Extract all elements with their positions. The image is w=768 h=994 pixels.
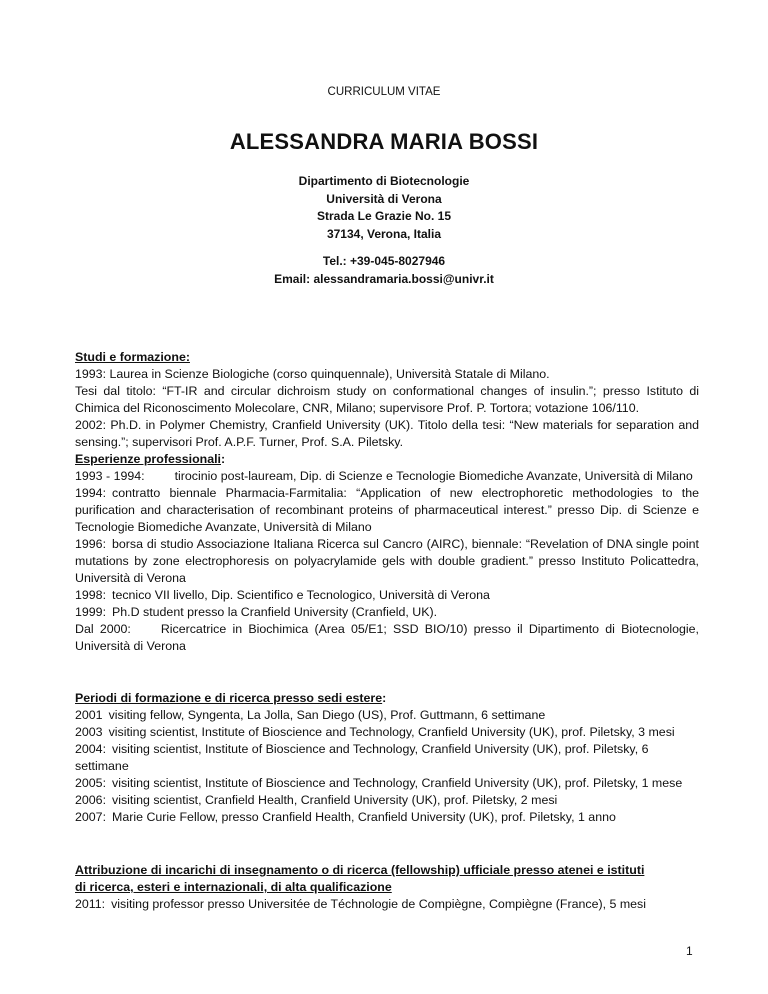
entry-year: 1998: [75,588,107,602]
entry-text: visiting professor presso Universitée de Téchnologie de Compiègne, Compiègne (France), 5 mesi [111,897,646,911]
telephone: Tel.: +39-045-8027946 [322,254,446,268]
esperienza-entry [75,604,699,621]
entry-year: 1999: [75,605,107,619]
entry-year: 1994: [75,486,107,500]
esperienza-entry [75,536,699,587]
section-attribuzione [75,862,699,913]
studi-entry: 1993: Laurea in Scienze Biologiche (corso quinquennale), Università Statale di Milano. [75,367,550,381]
address-line: Università di Verona [326,191,442,206]
periodo-entry [75,724,699,741]
address-line: Strada Le Grazie No. 15 [316,209,452,223]
entry-year: 2005: [75,776,107,790]
section-heading-studi: Studi e formazione: [75,350,190,364]
entry-year: 2006: [75,793,107,807]
entry-year: 2001 [75,708,103,722]
page-number: 1 [686,944,693,958]
entry-text: tecnico VII livello, Dip. Scientifico e Tecnologico, Università di Verona [112,588,490,602]
section-esperienze: Esperienze professionali: 1993 - 1994: tirocinio post-lauream, Dip. di Scienze e Tecnologie Biomediche Avanzate, Università di Milano 1994: contratto biennale Pharmacia-Farmitalia: “Application of new electrophoretic methodologies to the purification and characterisation of recombinant proteins of pharmaceutical interest.” presso Dip. di Scienze e Tecnologie Biomediche Avanzate, Università di Milano 1996: borsa di studio Associazione Italiana Ricerca sul Cancro (AIRC), biennale: “Revelation of DNA single point mutations by zone electrophoresis on polyacrylamide gels with double gradient.” presso Instituto Policattedra, Università di Verona 1998: tecnico VII livello, Dip. Scientifico e Tecnologico, Università di Verona 1999: Ph.D student presso la Cranfield University (Cranfield, UK). Dal 2000: Ricercatrice in Biochimica (Area 05/E1; SSD BIO/10) presso il Dipartimento di Biotecnologie, Università di Verona [75,452,699,653]
entry-year: 2004: [75,742,107,756]
entry-text: visiting scientist, Institute of Bioscience and Technology, Cranfield University (UK), prof. Piletsky, 3 mesi [108,725,675,739]
section-heading-esperienze: Esperienze professionali [75,452,221,466]
address-block [0,173,768,243]
section-periodi: Periodi di formazione e di ricerca presso sedi estere: 2001 visiting fellow, Syngenta, La Jolla, San Diego (US), Prof. Guttmann, 6 settimane 2003 visiting scientist, Institute of Bioscience and Technology, Cranfield University (UK), prof. Piletsky, 3 mesi 2004: visiting scientist, Institute of Bioscience and Technology, Cranfield University (UK), prof. Piletsky, 6 settimane 2005: visiting scientist, Institute of Bioscience and Technology, Cranfield University (UK), prof. Piletsky, 1 mese 2006: visiting scientist, Cranfield Health, Cranfield University (UK), prof. Piletsky, 2 mesi 2007: Marie Curie Fellow, presso Cranfield Health, Cranfield University (UK), prof. Piletsky, 1 anno [75,690,699,826]
entry-text: visiting scientist, Institute of Bioscience and Technology, Cranfield University (UK), prof. Piletsky, 6 settimane [75,742,649,773]
section-heading-attribuzione: Attribuzione di incarichi di insegnamento o di ricerca (fellowship) ufficiale presso atenei e istituti [75,863,645,877]
person-name: ALESSANDRA MARIA BOSSI [229,129,539,154]
address-line: Dipartimento di Biotecnologie [298,174,470,188]
entry-year: Dal 2000: [75,622,131,636]
periodo-entry [75,775,699,792]
entry-text: visiting scientist, Cranfield Health, Cranfield University (UK), prof. Piletsky, 2 mesi [112,793,558,807]
entry-year: 1996: [75,537,107,551]
section-studi [75,349,699,451]
entry-text: Ph.D student presso la Cranfield University (Cranfield, UK). [112,605,438,619]
periodo-entry [75,707,699,724]
esperienza-entry [75,485,699,536]
entry-text: borsa di studio Associazione Italiana Ricerca sul Cancro (AIRC), biennale: “Revelation of DNA single point mutations by zone electrophoresis on polyacrylamide gels with double gradient.” presso Instituto Policattedra, Università di Verona [75,537,699,585]
entry-text: visiting scientist, Institute of Bioscience and Technology, Cranfield University (UK), prof. Piletsky, 1 mese [112,776,683,790]
entry-text: Ricercatrice in Biochimica (Area 05/E1; SSD BIO/10) presso il Dipartimento di Biotecnologie, Università di Verona [75,622,699,653]
entry-text: contratto biennale Pharmacia-Farmitalia: “Application of new electrophoretic methodologies to the purification and characterisation of recombinant proteins of pharmaceutical interest.” presso Dip. di Scienze e Tecnologie Biomediche Avanzate, Università di Milano [75,486,699,534]
studi-entry: Tesi dal titolo: “FT-IR and circular dichroism study on conformational changes of insulin.”; presso Istituto di Chimica del Riconoscimento Molecolare, CNR, Milano; supervisore Prof. P. Tortora; votazione 106/110. [75,384,699,415]
entry-text: tirocinio post-lauream, Dip. di Scienze e Tecnologie Biomediche Avanzate, Università di Milano [174,469,693,483]
contact-block [0,253,768,288]
esperienza-entry [75,468,699,485]
periodo-entry [75,792,699,809]
entry-year: 2007: [75,810,107,824]
studi-entry: 2002: Ph.D. in Polymer Chemistry, Cranfield University (UK). Titolo della tesi: “New materials for separation and sensing.”; supervisori Prof. A.P.F. Turner, Prof. S.A. Piletsky. [75,418,699,449]
entry-text: Marie Curie Fellow, presso Cranfield Health, Cranfield University (UK), prof. Piletsky, 1 anno [112,810,616,824]
email: Email: alessandramaria.bossi@univr.it [274,271,494,286]
entry-year: 2011: [75,897,106,911]
entry-year: 1993 - 1994: [75,469,145,483]
periodo-entry [75,809,699,826]
document-title: CURRICULUM VITAE [327,86,441,98]
section-heading-attribuzione-cont: di ricerca, esteri e internazionali, di alta qualificazione [75,880,392,894]
esperienza-entry [75,621,699,655]
esperienza-entry [75,587,699,604]
entry-text: visiting fellow, Syngenta, La Jolla, San Diego (US), Prof. Guttmann, 6 settimane [108,708,546,722]
address-line: 37134, Verona, Italia [326,226,442,241]
attribuzione-entry [75,896,699,913]
entry-year: 2003 [75,725,103,739]
periodo-entry [75,741,699,775]
section-heading-periodi: Periodi di formazione e di ricerca presso sedi estere [75,691,383,705]
